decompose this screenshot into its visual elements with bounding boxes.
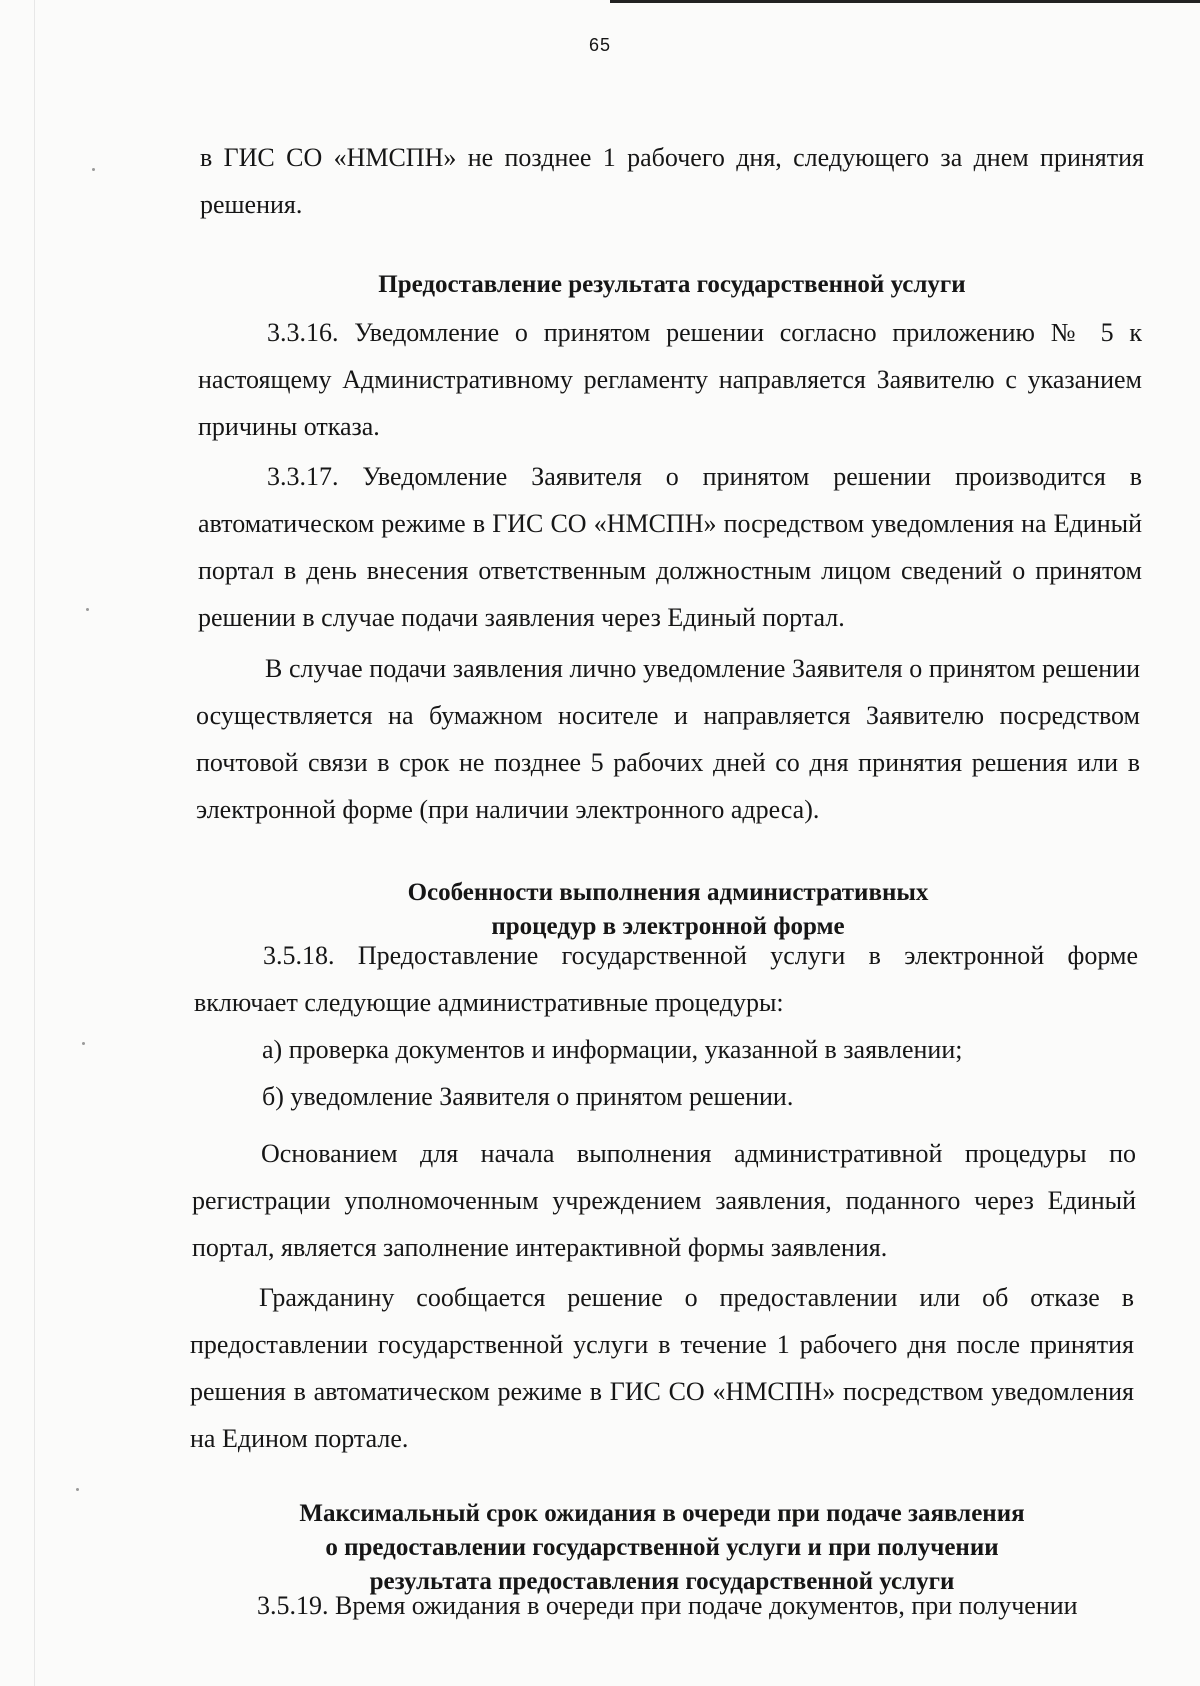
- heading-electronic-line-2: процедур в электронной форме: [491, 913, 845, 940]
- page-number: 65: [588, 35, 612, 55]
- paragraph-citizen-notification: Гражданину сообщается решение о предоставлении или об отказе в предоставлении государственной услуги в течение 1 рабочего дня после принятия решения в автоматическом режиме в ГИС СО «НМСПН» посредством уведомления на Едином портале.: [190, 1283, 1134, 1453]
- list-item-a: а) проверка документов и информации, указанной в заявлении;: [262, 1035, 963, 1064]
- heading-queue-line-3: результата предоставления государственной услуги: [369, 1568, 955, 1595]
- top-border-line: [610, 0, 1200, 3]
- heading-queue-line-1: Максимальный срок ожидания в очереди при подаче заявления: [299, 1500, 1025, 1527]
- scan-edge-line: [34, 0, 35, 1686]
- section-heading-result: [200, 268, 1144, 302]
- scan-speck: [76, 1488, 79, 1491]
- heading-queue-line-2: о предоставлении государственной услуги и при получении: [325, 1534, 999, 1561]
- paragraph-3-3-17: 3.3.17. Уведомление Заявителя о принятом решении производится в автоматическом режиме в ГИС СО «НМСПН» посредством уведомления на Единый портал в день внесения ответственным должностным лицом сведений о принятом решении в случае подачи заявления через Единый портал.: [198, 462, 1142, 632]
- paragraph-continuation: в ГИС СО «НМСПН» не позднее 1 рабочего дня, следующего за днем принятия решения.: [200, 143, 1144, 219]
- paragraph-3-5-18: 3.5.18. Предоставление государственной услуги в электронной форме включает следующие административные процедуры:: [194, 941, 1138, 1017]
- heading-result-text: Предоставление результата государственной услуги: [378, 271, 966, 298]
- paragraph-personal-application: В случае подачи заявления лично уведомление Заявителя о принятом решении осуществляется на бумажном носителе и направляется Заявителю посредством почтовой связи в срок не позднее 5 рабочих дней со дня принятия решения или в электронной форме (при наличии электронного адреса).: [196, 654, 1140, 824]
- paragraph-3-3-16: 3.3.16. Уведомление о принятом решении согласно приложению № 5 к настоящему Административному регламенту направляется Заявителю с указанием причины отказа.: [198, 318, 1142, 441]
- scan-speck: [92, 168, 95, 171]
- scan-speck: [86, 608, 89, 611]
- scan-speck: [82, 1042, 85, 1045]
- paragraph-3-5-19: 3.5.19. Время ожидания в очереди при подаче документов, при получении: [257, 1591, 1078, 1620]
- list-item-b: б) уведомление Заявителя о принятом решении.: [262, 1082, 794, 1111]
- paragraph-procedure-basis: Основанием для начала выполнения административной процедуры по регистрации уполномоченным учреждением заявления, поданного через Единый портал, является заполнение интерактивной формы заявления.: [192, 1139, 1136, 1262]
- heading-electronic-line-1: Особенности выполнения административных: [407, 879, 929, 906]
